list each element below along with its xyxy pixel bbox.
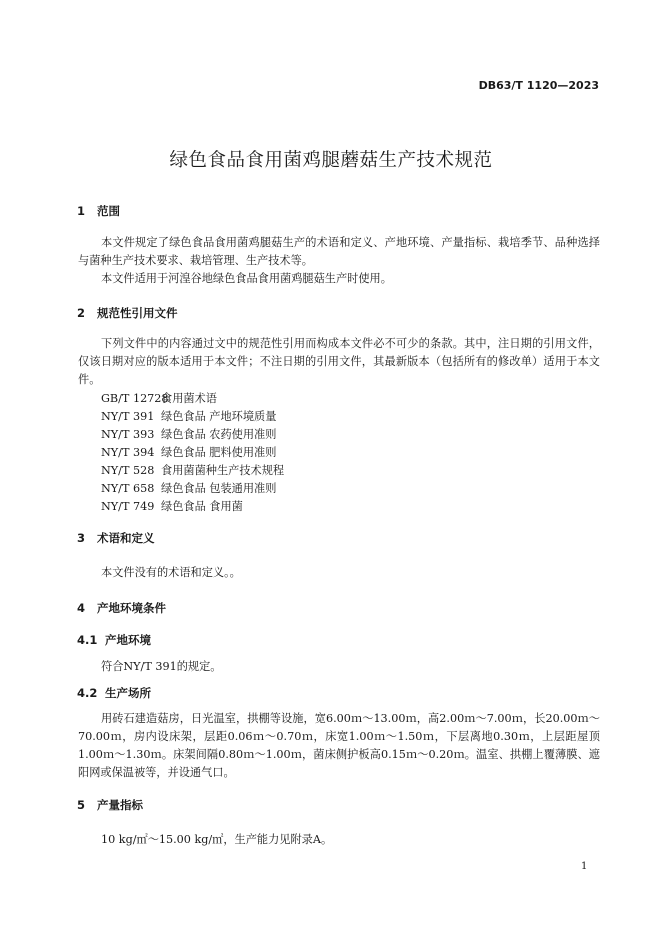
section-1-heading [77, 203, 120, 219]
section-number: 4 [77, 601, 86, 615]
section-title: 规范性引用文件 [97, 306, 178, 320]
reference-code: NY/T 394 [101, 446, 155, 459]
section-title: 产量指标 [97, 798, 143, 812]
section-1-paragraph-1: 本文件规定了绿色食品食用菌鸡腿菇生产的术语和定义、产地环境、产量指标、栽培季节、品种选择与菌种生产技术要求、栽培管理、生产技术等。 [78, 236, 600, 267]
section-2-heading [77, 305, 178, 321]
section-5-paragraph-1: 10 kg/㎡～15.00 kg/㎡，生产能力见附录A。 [101, 833, 333, 846]
reference-code: NY/T 749 [101, 500, 155, 513]
reference-item [101, 480, 276, 496]
reference-item [101, 444, 276, 460]
reference-code: NY/T 391 [101, 410, 155, 423]
subsection-4-2-paragraph: 用砖石建造菇房，日光温室，拱棚等设施，宽6.00ｍ～13.00ｍ，高2.00ｍ～7.00ｍ，长20.00ｍ～70.00ｍ，房内设床架，层距0.06ｍ～0.70ｍ，床宽1.00ｍ～1.50ｍ，下层离地0.30ｍ，上层距屋顶1.00ｍ～1.30ｍ。床架间隔0.80ｍ～1.00ｍ，菌床侧护板高0.15ｍ～0.20ｍ。温室、拱棚上覆薄膜、遮阳网或保温被等，并设通气口。 [78, 712, 600, 779]
section-3-paragraph-1: 本文件没有的术语和定义。。 [101, 566, 241, 579]
section-3-heading [77, 530, 155, 546]
reference-code: NY/T 528 [101, 464, 155, 477]
section-number: 3 [77, 531, 86, 545]
reference-name: 食用菌菌种生产技术规程 [161, 464, 285, 477]
subsection-number: 4.1 [77, 633, 98, 647]
reference-item [101, 498, 243, 514]
reference-code: NY/T 658 [101, 482, 155, 495]
section-4-heading [77, 600, 166, 616]
section-title: 产地环境条件 [97, 601, 166, 615]
subsection-4-1-heading [77, 632, 151, 648]
section-title: 术语和定义 [97, 531, 155, 545]
subsection-4-1-paragraph: 符合NY/T 391的规定。 [101, 660, 222, 673]
section-number: 5 [77, 798, 86, 812]
section-number: 1 [77, 204, 86, 218]
reference-item [101, 390, 217, 406]
reference-name: 绿色食品 农药使用准则 [161, 428, 277, 441]
page-number: 1 [581, 861, 588, 872]
section-2-paragraph-1: 下列文件中的内容通过文中的规范性引用而构成本文件必不可少的条款。其中，注日期的引用文件，仅该日期对应的版本适用于本文件；不注日期的引用文件，其最新版本（包括所有的修改单）适用于本文件。 [78, 337, 600, 386]
section-5-heading [77, 797, 143, 813]
reference-name: 食用菌术语 [161, 392, 217, 405]
subsection-number: 4.2 [77, 686, 98, 700]
reference-item [101, 408, 276, 424]
reference-item [101, 462, 284, 478]
document-number: DB63/T 1120—2023 [478, 79, 599, 92]
reference-name: 绿色食品 产地环境质量 [161, 410, 277, 423]
section-title: 范围 [97, 204, 120, 218]
reference-code: NY/T 393 [101, 428, 155, 441]
subsection-title: 生产场所 [105, 686, 151, 700]
subsection-4-2-heading [77, 685, 151, 701]
reference-code: GB/T 12728 [101, 392, 169, 405]
section-number: 2 [77, 306, 86, 320]
document-title: 绿色食品食用菌鸡腿蘑菇生产技术规范 [169, 150, 493, 171]
reference-name: 绿色食品 食用菌 [161, 500, 243, 513]
subsection-title: 产地环境 [105, 633, 151, 647]
reference-item [101, 426, 276, 442]
reference-name: 绿色食品 包装通用准则 [161, 482, 277, 495]
section-1-paragraph-2: 本文件适用于河湟谷地绿色食品食用菌鸡腿菇生产时使用。 [101, 272, 392, 285]
reference-name: 绿色食品 肥料使用准则 [161, 446, 277, 459]
